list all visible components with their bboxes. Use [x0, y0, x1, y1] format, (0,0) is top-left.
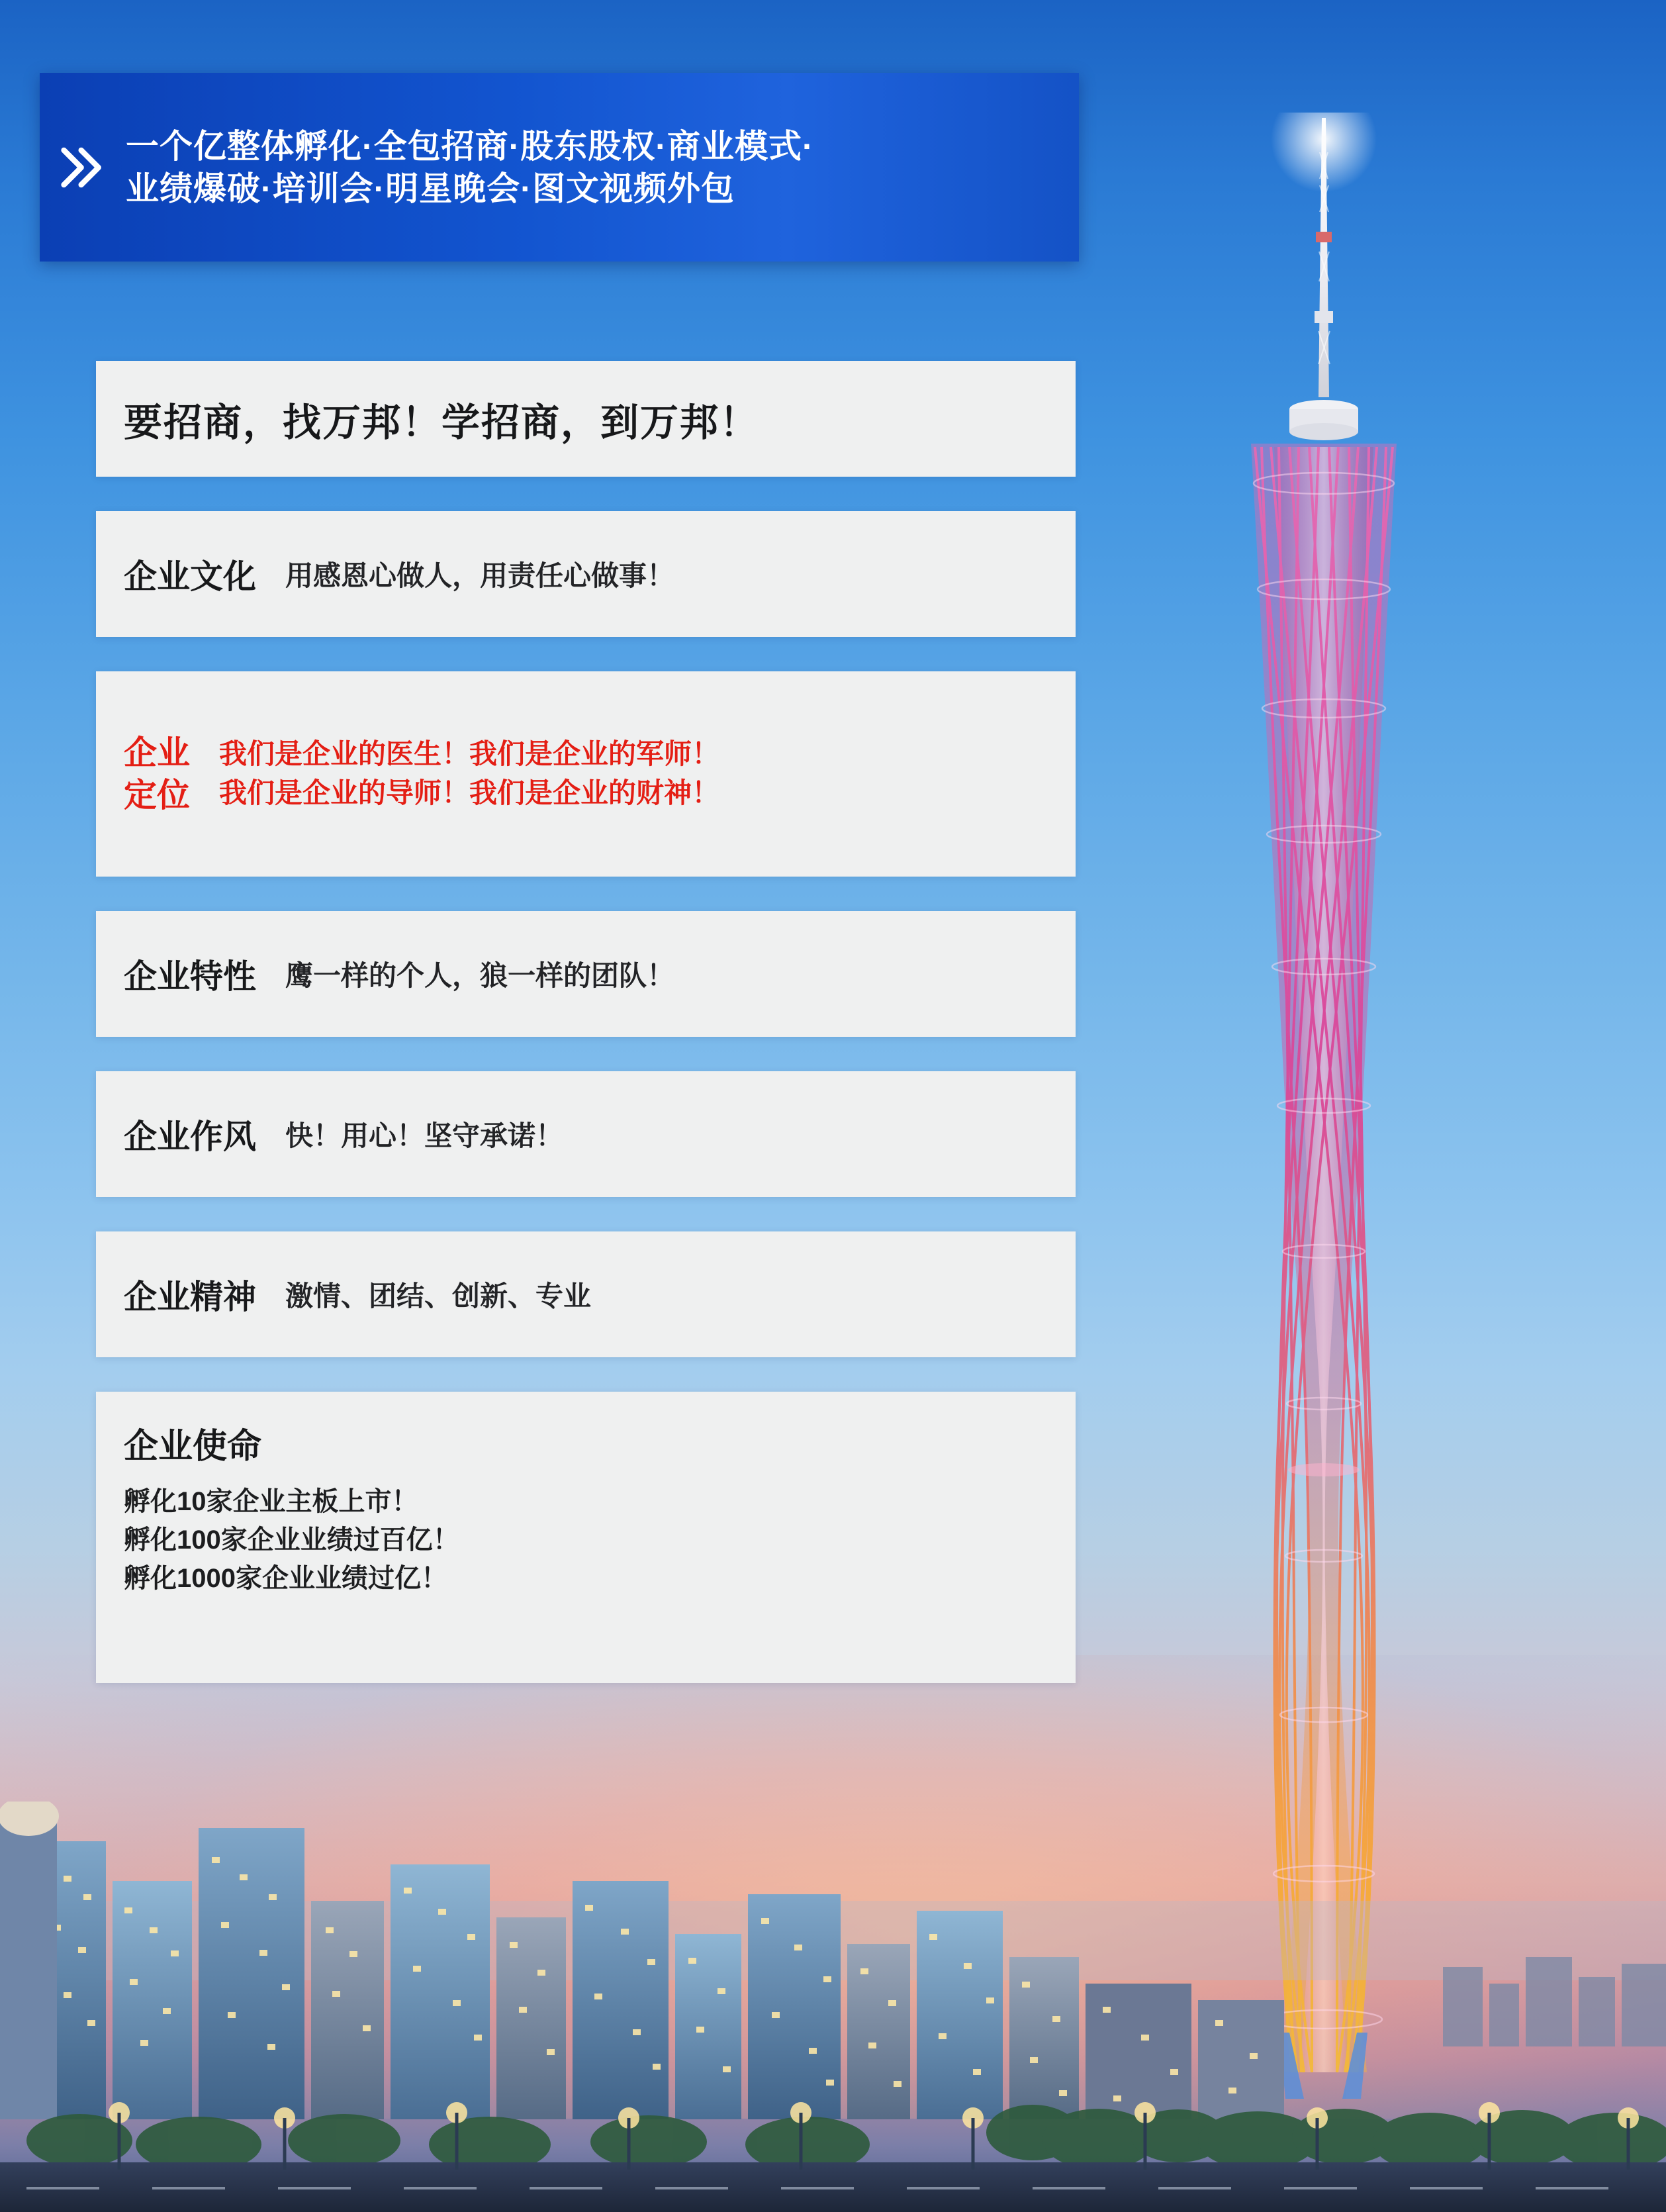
positioning-value-line-2: 我们是企业的导师！我们是企业的财神！ — [219, 777, 720, 808]
positioning-values — [219, 735, 719, 813]
style-value: 快！用心！坚守承诺！ — [285, 1120, 564, 1151]
mission-line-1: 孵化10家企业主板上市！ — [124, 1487, 418, 1516]
spirit-value: 激情、团结、创新、专业 — [285, 1280, 592, 1312]
spirit-label: 企业精神 — [124, 1278, 256, 1316]
canton-tower-illustration — [1138, 113, 1509, 2099]
top-banner — [40, 73, 1079, 262]
mission-title: 企业使命 — [124, 1427, 262, 1466]
card-positioning — [96, 671, 1076, 877]
card-character — [96, 911, 1076, 1037]
mission-line-2: 孵化100家企业业绩过百亿！ — [124, 1525, 459, 1555]
card-slogan — [96, 361, 1076, 477]
banner-line-1: 一个亿整体孵化·全包招商·股东股权·商业模式· — [126, 127, 814, 165]
card-mission — [96, 1392, 1076, 1683]
double-chevron-right-icon — [40, 142, 126, 193]
horizon-glow — [0, 1655, 1666, 2119]
positioning-label — [124, 732, 190, 816]
character-label: 企业特性 — [124, 958, 256, 995]
culture-value: 用感恩心做人，用责任心做事！ — [285, 560, 675, 591]
style-label: 企业作风 — [124, 1118, 256, 1155]
positioning-label-line-2: 定位 — [124, 777, 190, 814]
card-list — [96, 361, 1076, 1717]
culture-label: 企业文化 — [124, 558, 256, 595]
card-culture — [96, 511, 1076, 637]
positioning-value-line-1: 我们是企业的医生！我们是企业的军师！ — [219, 738, 720, 770]
city-skyline-illustration — [0, 1802, 1666, 2212]
slogan-text: 要招商，找万邦！学招商，到万邦！ — [124, 401, 760, 444]
card-spirit — [96, 1231, 1076, 1357]
banner-text — [126, 125, 834, 210]
banner-line-2: 业绩爆破·培训会·明星晚会·图文视频外包 — [126, 169, 735, 207]
mission-line-3: 孵化1000家企业业绩过亿！ — [124, 1564, 447, 1593]
character-value: 鹰一样的个人，狼一样的团队！ — [285, 960, 675, 991]
positioning-label-line-1: 企业 — [124, 734, 190, 771]
card-style — [96, 1071, 1076, 1197]
